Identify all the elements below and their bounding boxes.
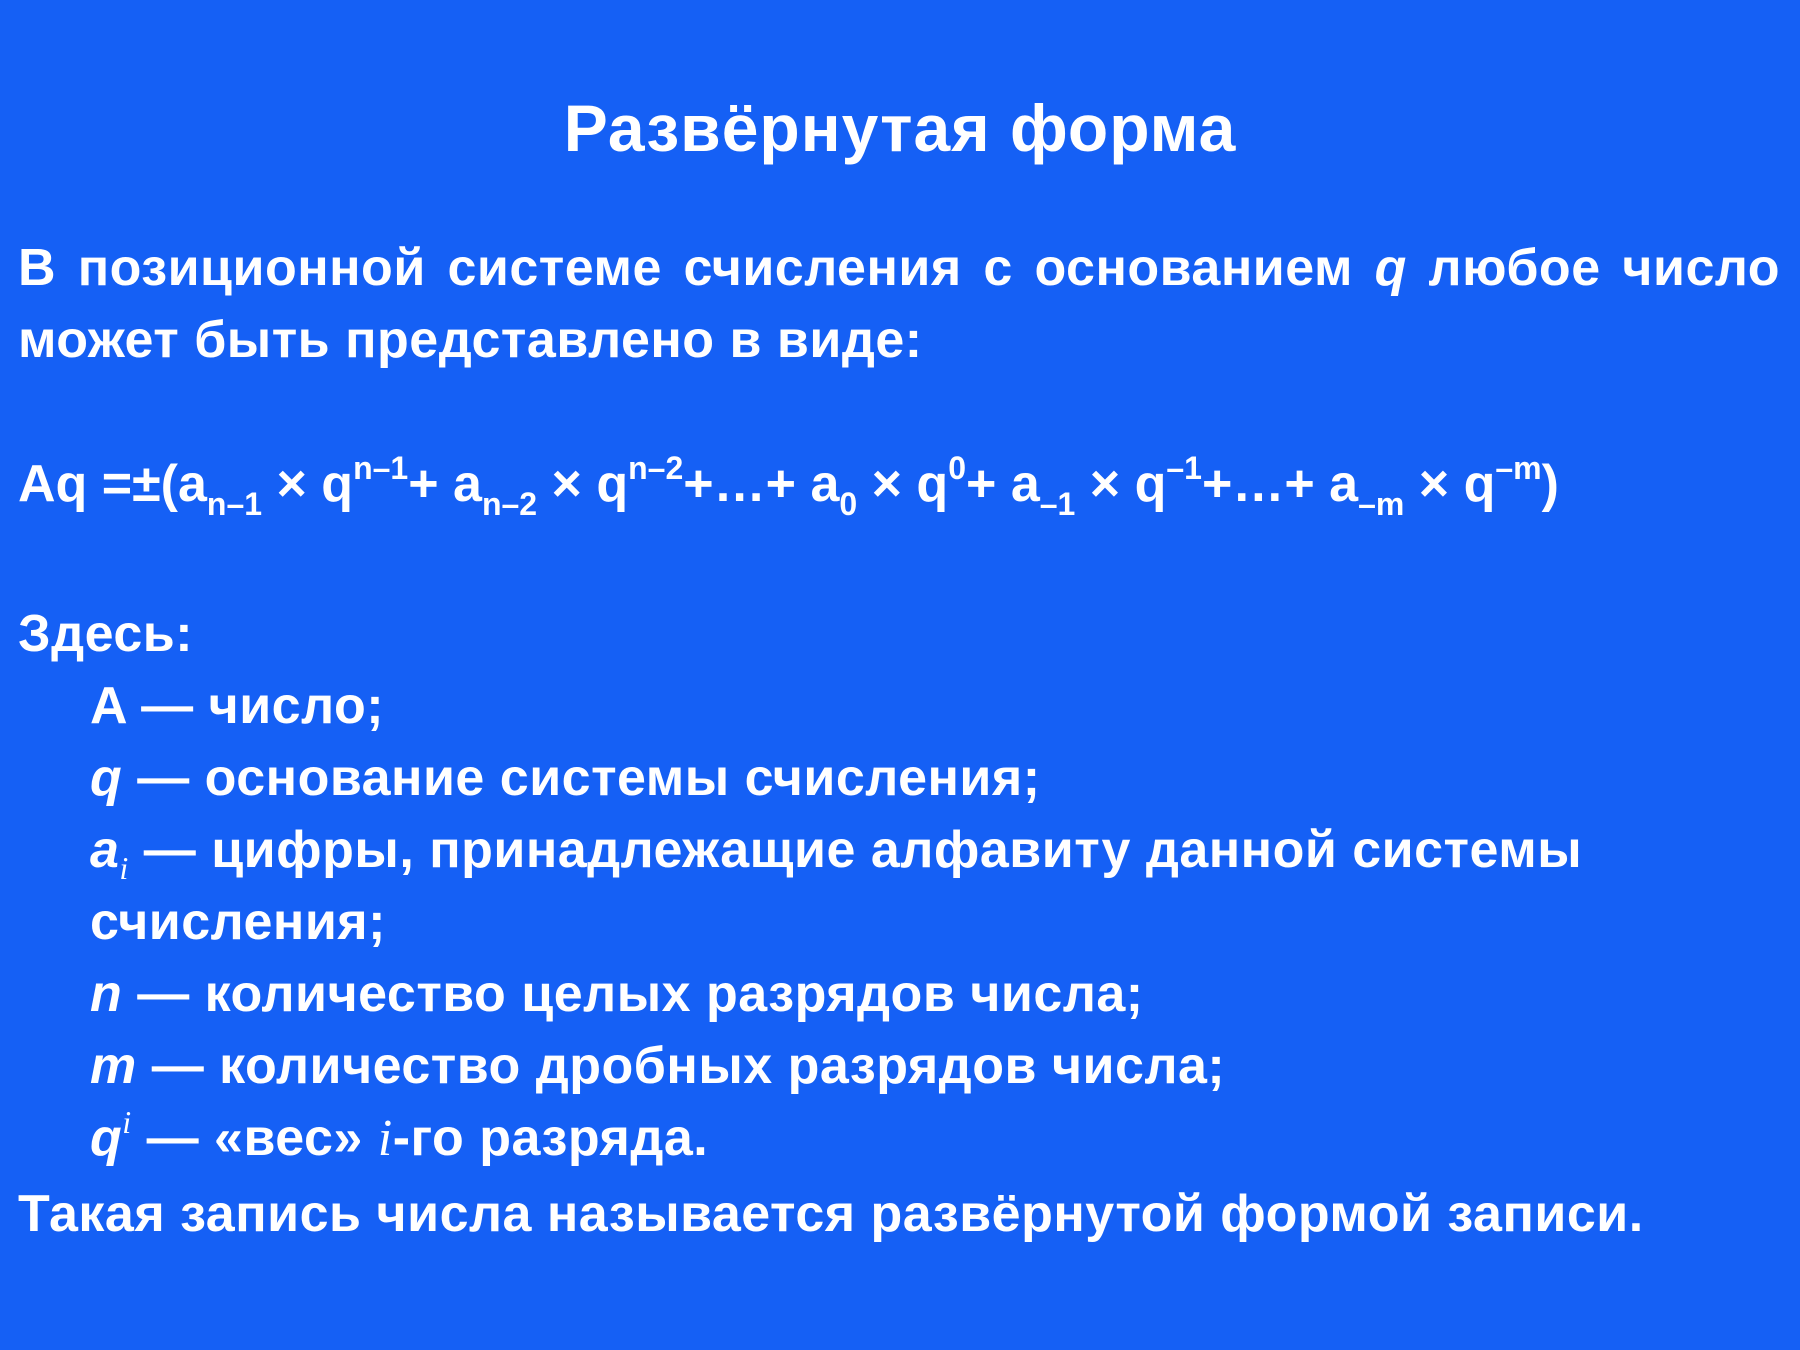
- definition-q: [90, 742, 1780, 814]
- formula-term-2: + a: [408, 455, 482, 513]
- closing-paragraph: Такая запись числа называется развёрнутой формой записи.: [18, 1185, 1644, 1243]
- intro-var-q: q: [1374, 239, 1407, 297]
- definition-qi: [90, 1102, 1780, 1174]
- formula-times-5: × q: [1404, 455, 1496, 513]
- slide-title: Развёрнутая форма: [563, 91, 1237, 165]
- definition-n-symbol: n: [90, 965, 123, 1023]
- definition-n-text: — количество целых разрядов числа;: [122, 965, 1144, 1023]
- formula-times-2: × q: [537, 455, 629, 513]
- definition-m: [90, 1030, 1780, 1102]
- definition-qi-i: i: [377, 1110, 393, 1167]
- formula-times-1: × q: [262, 455, 354, 513]
- definition-m-text: — количество дробных разрядов числа;: [136, 1037, 1226, 1095]
- formula-times-4: × q: [1075, 455, 1167, 513]
- definition-A: [90, 670, 1780, 742]
- definition-qi-text-post: -го разряда.: [392, 1109, 709, 1167]
- definition-A-symbol: A: [90, 677, 127, 735]
- definition-n: [90, 958, 1780, 1030]
- formula-sup-5: –m: [1495, 450, 1542, 486]
- definition-qi-text-pre: — «вес»: [131, 1109, 378, 1167]
- formula-times-3: × q: [857, 455, 949, 513]
- definition-ai-symbol: a: [90, 821, 120, 879]
- definition-qi-symbol: q: [90, 1109, 123, 1167]
- definition-m-symbol: m: [90, 1037, 137, 1095]
- intro-paragraph: [18, 232, 1780, 376]
- intro-text-2: любое число может быть представлено в виде:: [18, 239, 1780, 369]
- definition-qi-superscript: i: [122, 1104, 132, 1140]
- formula-sub-5: –m: [1358, 486, 1405, 522]
- here-label: Здесь:: [18, 605, 194, 663]
- formula-sub-2: n–2: [481, 486, 538, 522]
- formula-lhs: Aq =±(a: [18, 455, 207, 513]
- formula-sub-4: –1: [1039, 486, 1076, 522]
- definitions-list: [90, 670, 1780, 1174]
- definition-A-text: — число;: [126, 677, 385, 735]
- formula-sub-1: n–1: [206, 486, 263, 522]
- definition-q-symbol: q: [90, 749, 123, 807]
- formula-sub-3: 0: [839, 486, 858, 522]
- formula-sup-2: n–2: [628, 450, 684, 486]
- formula-term-5: +…+ a: [1201, 455, 1359, 513]
- definition-ai-subscript: i: [119, 850, 129, 886]
- definition-q-text: — основание системы счисления;: [122, 749, 1041, 807]
- definition-ai: [90, 814, 1780, 886]
- intro-text-1: В позиционной системе счисления с основанием: [18, 239, 1375, 297]
- definition-ai-continued: счисления;: [90, 893, 386, 951]
- expanded-form-formula: [18, 448, 1780, 520]
- formula-term-4: + a: [966, 455, 1040, 513]
- formula-end: ): [1541, 455, 1559, 513]
- definition-ai-text: — цифры, принадлежащие алфавиту данной системы: [128, 821, 1583, 879]
- formula-sup-1: n–1: [353, 450, 409, 486]
- formula-sup-3: 0: [948, 450, 966, 486]
- formula-term-3: +…+ a: [683, 455, 840, 513]
- formula-sup-4: –1: [1166, 450, 1202, 486]
